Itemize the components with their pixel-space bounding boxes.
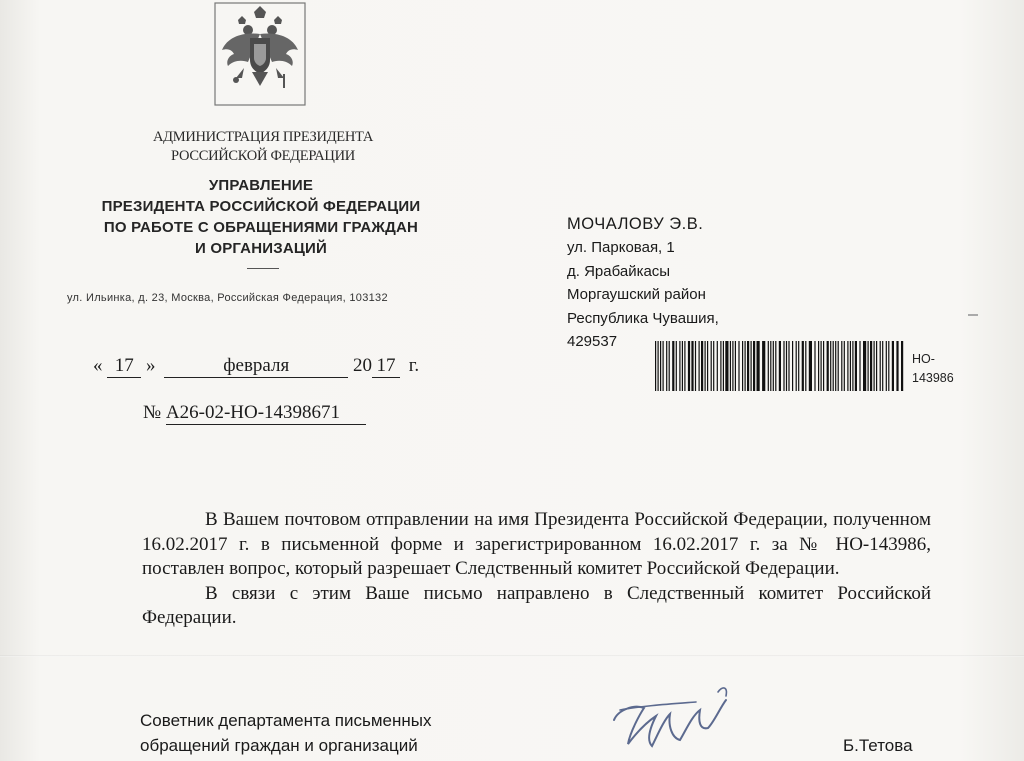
- barcode-bar: [684, 341, 685, 391]
- signatory-name: Б.Тетова: [843, 736, 913, 755]
- admin-line-1: АДМИНИСТРАЦИЯ ПРЕЗИДЕНТА: [152, 129, 374, 145]
- recipient-street: ул. Парковая, 1: [567, 239, 675, 257]
- dept-line-4: И ОРГАНИЗАЦИЙ: [195, 240, 327, 257]
- date-month: февраля: [164, 355, 348, 378]
- date-year-suffix: 17: [372, 355, 400, 378]
- barcode-bar: [833, 341, 834, 391]
- recipient-region: Республика Чувашия,: [567, 309, 719, 327]
- date-year-unit: г.: [408, 355, 420, 376]
- barcode-bar: [863, 341, 866, 391]
- barcode-bar: [844, 341, 845, 391]
- barcode-bar: [821, 341, 822, 391]
- barcode-bar: [699, 341, 700, 391]
- reg-number: А26-02-НО-14398671: [166, 402, 366, 425]
- barcode-bar: [888, 341, 889, 391]
- barcode-bar: [773, 341, 774, 391]
- barcode-bar: [818, 341, 819, 391]
- barcode-bar: [868, 341, 869, 391]
- registration-number: [143, 402, 366, 425]
- barcode-bar: [747, 341, 749, 391]
- department-name: [66, 175, 456, 259]
- barcode-bar: [855, 341, 857, 391]
- barcode-bar: [669, 341, 670, 391]
- barcode-bar: [814, 341, 815, 391]
- barcode-bar: [823, 341, 824, 391]
- barcode-bar: [880, 341, 881, 391]
- barcode-bar: [859, 341, 860, 391]
- barcode-bar: [798, 341, 799, 391]
- sender-address: ул. Ильинка, д. 23, Москва, Российская Федерация, 103132: [67, 292, 388, 304]
- barcode-bar: [770, 341, 771, 391]
- barcode-bar: [742, 341, 743, 391]
- barcode-bar: [757, 341, 760, 391]
- barcode-bar: [850, 341, 851, 391]
- barcode-bar: [660, 341, 661, 391]
- body-paragraph-1: В Вашем почтовом отправлении на имя Президента Российской Федерации, полученном 16.02.2017 г. в письменной форме и зарегистрированном 16.02.2017 г. за № НО-143986, поставлен вопрос, который разрешает Следственный комитет Российской Федерации.: [142, 509, 931, 579]
- barcode-bar: [768, 341, 769, 391]
- department-divider: [247, 268, 279, 269]
- barcode-bar: [886, 341, 887, 391]
- barcode-bar: [682, 341, 683, 391]
- barcode-bar: [783, 341, 784, 391]
- signatory-title: [140, 708, 431, 758]
- date-day: 17: [107, 355, 141, 378]
- barcode-bar: [786, 341, 787, 391]
- barcode-icon: [655, 341, 905, 391]
- barcode-bar: [751, 341, 752, 391]
- barcode-bar: [711, 341, 712, 391]
- barcode-bar: [838, 341, 839, 391]
- barcode-bar: [735, 341, 736, 391]
- date-year-prefix: 20: [353, 355, 372, 376]
- barcode-bar: [720, 341, 721, 391]
- barcode-bar: [676, 341, 677, 391]
- barcode-code: [912, 350, 954, 388]
- barcode-bar: [876, 341, 877, 391]
- barcode-bar: [775, 341, 776, 391]
- reg-prefix: №: [143, 402, 162, 423]
- barcode-bar: [688, 341, 690, 391]
- barcode-bar: [788, 341, 789, 391]
- recipient-block: [567, 213, 719, 353]
- barcode-bar: [713, 341, 714, 391]
- letter-date: [93, 355, 419, 378]
- barcode-bar: [717, 341, 718, 391]
- barcode-bar: [852, 341, 853, 391]
- barcode-bar: [805, 341, 806, 391]
- barcode-bar: [723, 341, 724, 391]
- barcode-bar: [753, 341, 755, 391]
- dept-line-2: ПРЕЗИДЕНТА РОССИЙСКОЙ ФЕДЕРАЦИИ: [101, 198, 421, 215]
- recipient-village: д. Ярабайкасы: [567, 262, 671, 280]
- date-open-quote: «: [93, 355, 103, 376]
- signatory-title-line-1: Советник департамента письменных: [140, 711, 432, 730]
- barcode-code-line-1: НО-: [912, 352, 935, 366]
- barcode-bar: [655, 341, 656, 391]
- barcode-bar: [705, 341, 706, 391]
- letter-body: [142, 508, 931, 631]
- recipient-name: МОЧАЛОВУ Э.В.: [567, 215, 704, 233]
- barcode-bar: [792, 341, 793, 391]
- barcode-code-line-2: 143986: [912, 371, 954, 385]
- barcode-bar: [701, 341, 703, 391]
- barcode-bar: [658, 341, 659, 391]
- handwritten-signature-icon: [600, 680, 740, 760]
- barcode-bar: [847, 341, 848, 391]
- date-close-quote: »: [146, 355, 156, 376]
- barcode-bar: [827, 341, 829, 391]
- barcode-bar: [796, 341, 797, 391]
- barcode-bar: [691, 341, 693, 391]
- recipient-postcode: 429537: [567, 333, 618, 351]
- barcode-bar: [870, 341, 872, 391]
- barcode-bar: [762, 341, 765, 391]
- double-headed-eagle-emblem-icon: [214, 2, 306, 106]
- barcode-bar: [882, 341, 883, 391]
- margin-mark: [968, 314, 978, 316]
- barcode-bar: [745, 341, 746, 391]
- barcode-bar: [892, 341, 894, 391]
- barcode-bar: [830, 341, 831, 391]
- barcode-bar: [695, 341, 696, 391]
- barcode-bar: [809, 341, 812, 391]
- barcode-bar: [901, 341, 903, 391]
- paper-fold: [0, 655, 1024, 657]
- barcode-bar: [672, 341, 674, 391]
- barcode-bar: [663, 341, 664, 391]
- barcode-bar: [874, 341, 875, 391]
- barcode-bar: [841, 341, 842, 391]
- barcode-bar: [802, 341, 804, 391]
- barcode-bar: [732, 341, 733, 391]
- dept-line-1: УПРАВЛЕНИЕ: [208, 177, 314, 194]
- dept-line-3: ПО РАБОТЕ С ОБРАЩЕНИЯМИ ГРАЖДАН: [103, 219, 419, 236]
- barcode-bar: [707, 341, 708, 391]
- recipient-district: Моргаушский район: [567, 286, 706, 304]
- admin-line-2: РОССИЙСКОЙ ФЕДЕРАЦИИ: [171, 148, 355, 164]
- barcode-bar: [725, 341, 728, 391]
- barcode-bar: [730, 341, 731, 391]
- body-paragraph-2: В связи с этим Ваше письмо направлено в Следственный комитет Российской Федерации.: [142, 582, 931, 628]
- barcode-bar: [896, 341, 898, 391]
- administration-name: [128, 128, 398, 166]
- barcode-bar: [679, 341, 680, 391]
- signatory-title-line-2: обращений граждан и организаций: [140, 736, 418, 755]
- barcode-bar: [738, 341, 739, 391]
- barcode-bar: [666, 341, 667, 391]
- barcode-bar: [835, 341, 836, 391]
- barcode-bar: [779, 341, 781, 391]
